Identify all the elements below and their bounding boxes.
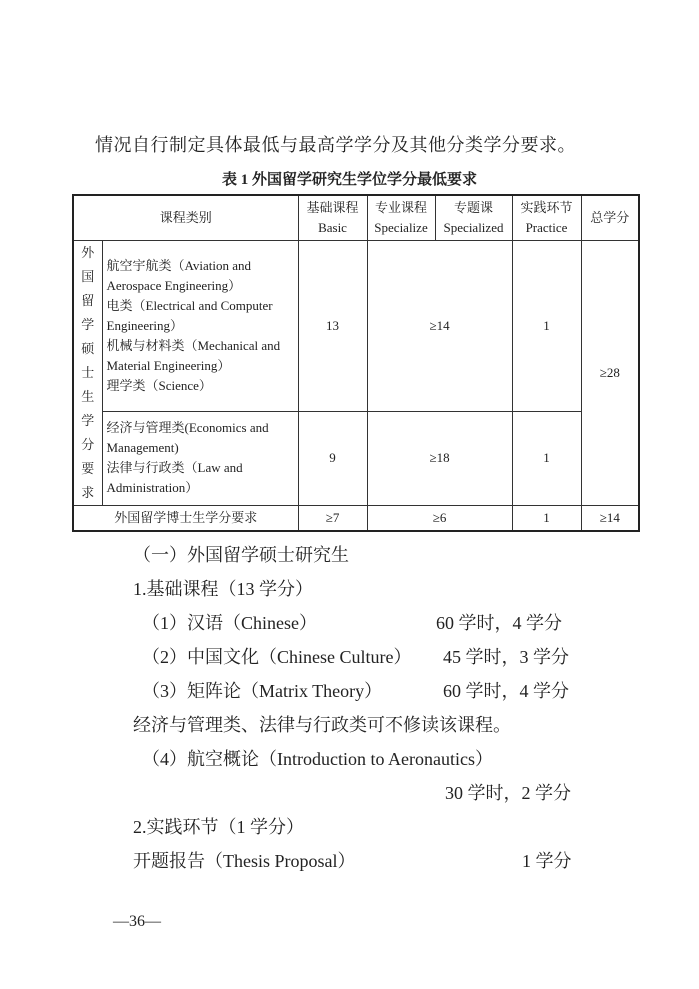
practice-heading: 2.实践环节（1 学分）: [133, 817, 304, 837]
table-caption: 表 1 外国留学研究生学位学分最低要求: [221, 172, 477, 188]
course-name: （2）中国文化（Chinese Culture）: [142, 647, 412, 667]
header-specialize: 专业课程 Specialize: [367, 195, 435, 240]
body-text: [0, 544, 699, 872]
course-note: 经济与管理类、法律与行政类可不修读该课程。: [133, 715, 511, 735]
credit-requirements-table: [72, 194, 640, 532]
intro-line: 情况自行制定具体最低与最高学学分及其他分类学分要求。: [95, 135, 576, 155]
header-practice: 实践环节 Practice: [512, 195, 581, 240]
group2-specialize: ≥18: [367, 412, 512, 505]
table-row: [73, 240, 639, 412]
phd-basic: ≥7: [298, 505, 367, 531]
phd-label: 外国留学博士生学分要求: [73, 505, 298, 531]
thesis-credits: 1 学分: [522, 851, 572, 871]
master-total: ≥28: [581, 240, 639, 505]
header-basic: 基础课程 Basic: [298, 195, 367, 240]
group1-categories: 航空宇航类（Aviation and Aerospace Engineering） 电类（Electrical and Computer Engineering） 机械与材料类（Mechanical and Material Engineering） 理学类（Science）: [102, 240, 298, 412]
header-category: 课程类别: [73, 195, 298, 240]
course-hours: 30 学时，2 学分: [445, 783, 571, 803]
course-hours: 45 学时，3 学分: [443, 647, 569, 667]
course-name: （1）汉语（Chinese）: [142, 613, 317, 633]
table-row: [73, 505, 639, 531]
section-heading: （一）外国留学硕士研究生: [133, 545, 349, 565]
course-row: [142, 680, 699, 702]
page-number: —36—: [113, 913, 161, 930]
master-label: 外 国 留 学 硕 士 生 学 分 要 求: [73, 240, 102, 505]
group1-practice: 1: [512, 240, 581, 412]
header-total: 总学分: [581, 195, 639, 240]
course-row: [142, 646, 699, 668]
group2-categories: 经济与管理类(Economics and Management) 法律与行政类（Law and Administration）: [102, 412, 298, 505]
header-specialized: 专题课 Specialized: [435, 195, 512, 240]
phd-total: ≥14: [581, 505, 639, 531]
basic-heading: 1.基础课程（13 学分）: [133, 579, 313, 599]
table-header-row: [73, 195, 639, 240]
course-name: （4）航空概论（Introduction to Aeronautics）: [142, 749, 493, 769]
group1-specialize: ≥14: [367, 240, 512, 412]
phd-practice: 1: [512, 505, 581, 531]
group2-basic: 9: [298, 412, 367, 505]
table-row: [73, 412, 639, 505]
course-row: [142, 612, 699, 634]
thesis-name: 开题报告（Thesis Proposal）: [133, 851, 356, 871]
group1-basic: 13: [298, 240, 367, 412]
course-hours: 60 学时，4 学分: [443, 681, 569, 701]
course-name: （3）矩阵论（Matrix Theory）: [142, 681, 383, 701]
thesis-row: [133, 850, 699, 872]
group2-practice: 1: [512, 412, 581, 505]
course-hours: 60 学时，4 学分: [436, 613, 562, 633]
phd-specialize: ≥6: [367, 505, 512, 531]
